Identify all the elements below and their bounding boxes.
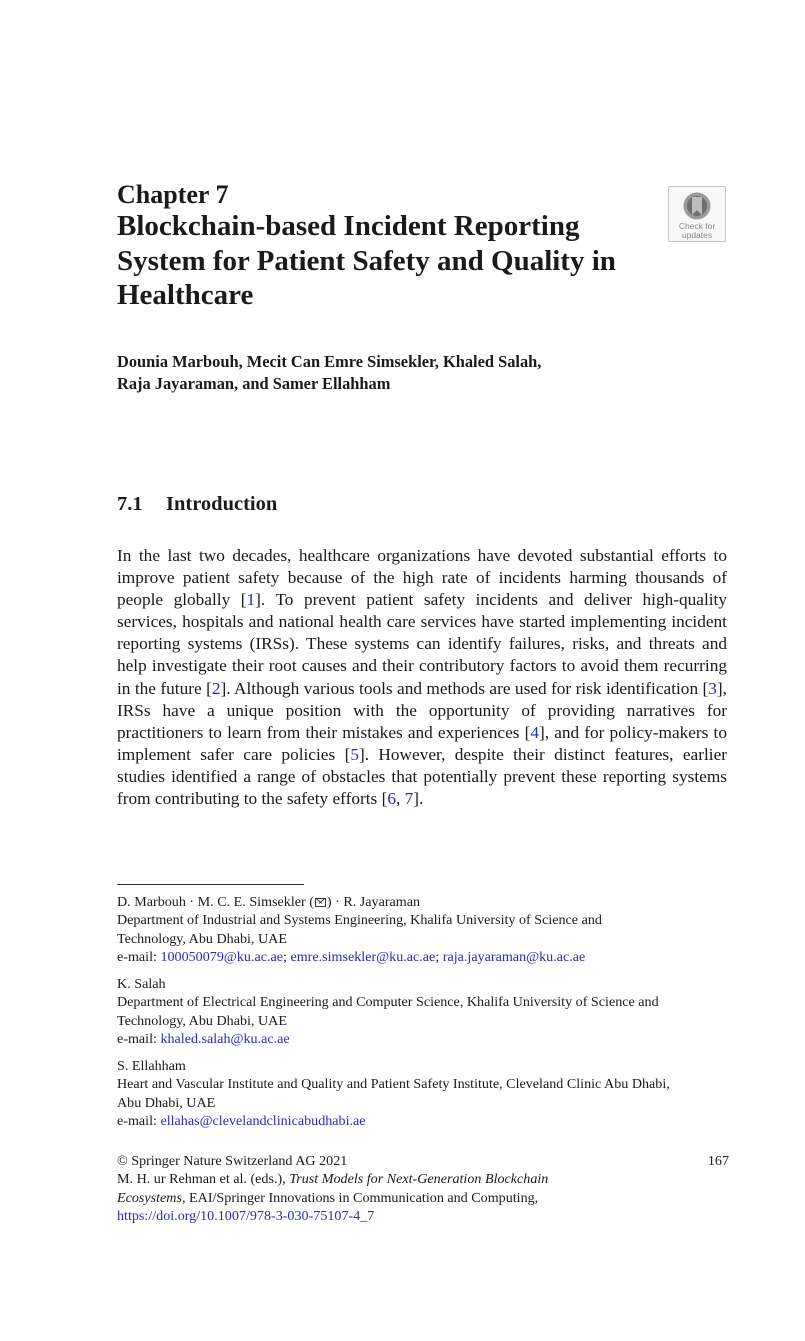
email-separator: ;: [435, 949, 443, 966]
body-text: ], IRSs have a unique position with the opportunity of providing narratives for practitioners to learn from their mistakes and experiences [: [117, 678, 727, 742]
affiliation-emails: [117, 948, 729, 966]
copyright-block: [117, 1152, 729, 1226]
affiliation-department: Department of Industrial and Systems Engineering, Khalifa University of Science and: [117, 912, 602, 929]
citation-link-1[interactable]: 1: [246, 590, 256, 610]
copyright-notice: © Springer Nature Switzerland AG 2021: [117, 1153, 348, 1169]
affiliation-department: Department of Electrical Engineering and Computer Science, Khalifa University of Science and: [117, 994, 659, 1011]
affiliation-block-3: [117, 1057, 729, 1131]
crossmark-label-1: Check for: [678, 221, 716, 231]
citation-link-3[interactable]: 3: [708, 678, 717, 698]
affiliation-block-2: [117, 975, 729, 1049]
series-text: , EAI/Springer Innovations in Communication and Computing,: [181, 1189, 539, 1206]
chapter-label: Chapter 7: [117, 180, 229, 209]
book-citation-line1: [117, 1170, 729, 1188]
email-link-salah[interactable]: khaled.salah@ku.ac.ae: [160, 1031, 290, 1048]
body-text: In the last two decades, healthcare organizations have devoted substantial efforts to improve patient safety because of the high rate of incidents harming thousands of people globally [: [117, 546, 727, 610]
page-number: 167: [707, 1153, 729, 1169]
citation-link-5[interactable]: 5: [350, 744, 359, 764]
envelope-icon: [315, 898, 326, 907]
affiliation-location: Abu Dhabi, UAE: [117, 1094, 216, 1111]
section-title: Introduction: [166, 493, 278, 515]
affiliation-names: K. Salah: [117, 976, 166, 992]
citation-link-7[interactable]: 7: [404, 789, 414, 809]
email-label: e-mail:: [117, 949, 161, 966]
body-text: ]. Although various tools and methods are used for risk identification [: [220, 678, 709, 698]
chapter-title-line: System for Patient Safety and Quality in: [117, 244, 616, 277]
chapter-title-line: Blockchain-based Incident Reporting: [117, 210, 580, 242]
doi-link[interactable]: https://doi.org/10.1007/978-3-030-75107-4_7: [117, 1208, 375, 1225]
names-text: ) · R. Jayaraman: [326, 894, 421, 910]
check-for-updates-badge[interactable]: [668, 186, 726, 242]
author-line: Raja Jayaraman, and Samer Ellahham: [117, 374, 391, 393]
footnote-divider: [117, 884, 304, 885]
citation-link-6[interactable]: 6: [387, 789, 396, 809]
editors-text: M. H. ur Rehman et al. (eds.),: [117, 1171, 290, 1188]
affiliation-location: Technology, Abu Dhabi, UAE: [117, 930, 287, 947]
email-link-marbouh[interactable]: 100050079@ku.ac.ae: [160, 949, 284, 966]
affiliation-emails: [117, 1112, 729, 1130]
email-link-ellahham[interactable]: ellahas@clevelandclinicabudhabi.ae: [160, 1113, 366, 1130]
doi-line: [117, 1207, 729, 1225]
section-number: 7.1: [117, 493, 143, 515]
body-text: ]. However, despite their distinct features, earlier studies identified a range of obstacles that potentially prevent these reporting systems from contributing to the safety efforts [: [117, 744, 727, 809]
crossmark-label-2: updates: [681, 230, 713, 240]
email-label: e-mail:: [117, 1031, 161, 1048]
email-link-simsekler[interactable]: emre.simsekler@ku.ac.ae: [290, 949, 436, 966]
introduction-paragraph: [117, 545, 727, 810]
body-text: ]. To prevent patient safety incidents and deliver high-quality services, hospitals and national health care services have started implementing incident reporting systems (IRSs). These systems can identify failures, risks, and threats and help investigate their root causes and their contributory factors to avoid them recurring in the future [: [117, 590, 727, 698]
citation-link-4[interactable]: 4: [530, 722, 539, 742]
section-heading: [117, 491, 277, 517]
body-text: ], and for policy-makers to implement safer care policies [: [117, 722, 727, 764]
author-list: [117, 351, 677, 395]
affiliation-location: Technology, Abu Dhabi, UAE: [117, 1012, 287, 1029]
email-label: e-mail:: [117, 1113, 161, 1130]
affiliation-emails: [117, 1030, 729, 1048]
affiliation-block-1: [117, 893, 729, 967]
body-text: ].: [413, 789, 424, 809]
book-title: Ecosystems: [117, 1189, 182, 1206]
affiliation-names: S. Ellahham: [117, 1058, 186, 1074]
body-text: ,: [396, 789, 405, 809]
crossmark-bookmark-icon: [682, 191, 712, 221]
affiliation-names: [117, 893, 729, 911]
author-line: Dounia Marbouh, Mecit Can Emre Simsekler, Khaled Salah,: [117, 352, 542, 371]
names-text: D. Marbouh · M. C. E. Simsekler (: [117, 894, 314, 910]
citation-link-2[interactable]: 2: [211, 678, 221, 698]
email-link-jayaraman[interactable]: raja.jayaraman@ku.ac.ae: [442, 949, 586, 966]
affiliation-department: Heart and Vascular Institute and Quality and Patient Safety Institute, Cleveland Clinic Abu Dhabi,: [117, 1076, 670, 1093]
chapter-title-line: Healthcare: [117, 279, 254, 311]
email-separator: ;: [283, 949, 291, 966]
book-title: Trust Models for Next-Generation Blockchain: [289, 1171, 549, 1188]
book-citation-line2: [117, 1189, 729, 1207]
chapter-title: [117, 209, 657, 313]
